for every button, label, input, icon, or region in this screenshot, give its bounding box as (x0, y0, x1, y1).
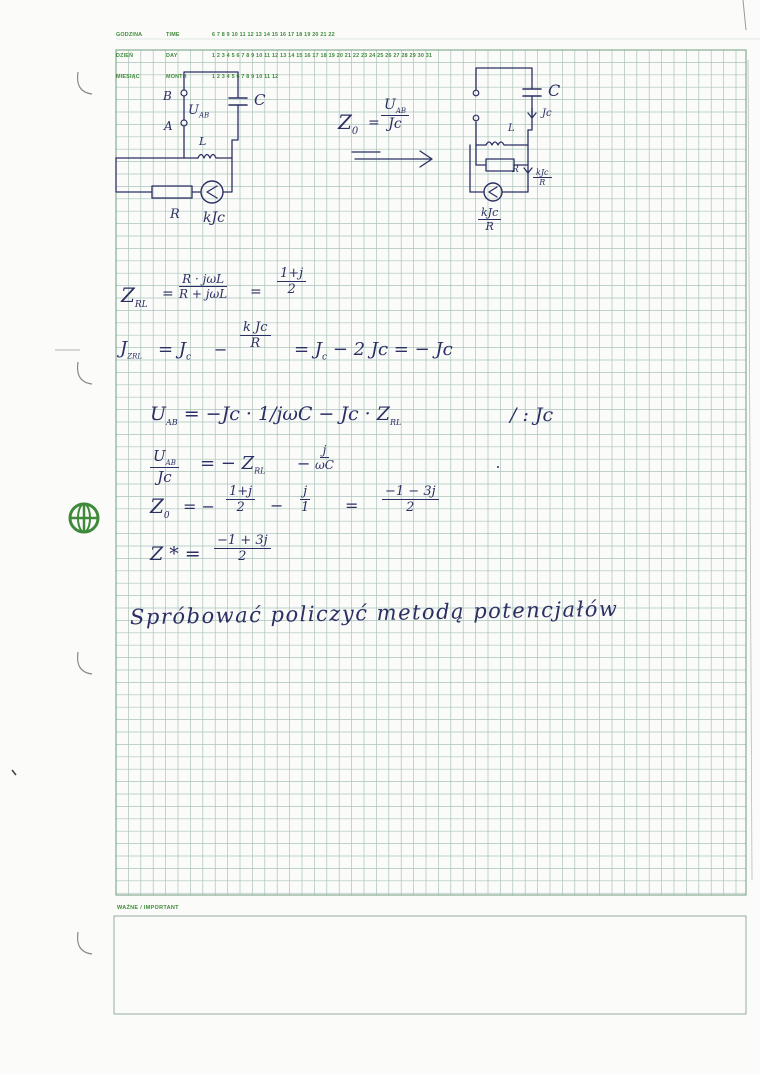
z0-frac-3: $\frac{-1 - 3j}{2}$ (382, 484, 439, 515)
z0-lhs: $Z_0$ (338, 110, 359, 137)
right-circuit-wire (476, 145, 486, 165)
left-circuit-wire (116, 158, 152, 192)
label-time: TIME (166, 32, 180, 38)
left-capacitor-symbol (229, 98, 247, 105)
day-numbers[interactable]: 1 2 3 4 5 6 7 8 9 10 11 12 13 14 15 16 17 18 19 20 21 22 23 24 25 26 27 28 29 30 31 (212, 53, 433, 59)
label-day: DAY (166, 53, 178, 59)
right-terminal-top (473, 90, 479, 96)
uab-equation: $U_{AB} = -Jc \cdot 1/j\omega C - Jc \cdot Z_{RL}$ (150, 403, 402, 427)
left-terminal-a (181, 120, 187, 126)
right-circuit-wire (470, 145, 484, 192)
label-godzina: GODZINA (116, 32, 143, 38)
jzrl-minus: − (214, 340, 228, 359)
right-source-symbol (484, 183, 502, 201)
uab-divide-tail: / : Jc (510, 404, 554, 426)
jzrl-fraction: $\frac{\text{k Jc}}{R}$ (240, 320, 271, 351)
uab-voltage-label: $U_{AB}$ (188, 103, 210, 120)
stray-mark (12, 770, 16, 775)
right-resistor-symbol (486, 159, 514, 171)
right-circuit-wire (502, 173, 528, 192)
right-capacitor-symbol (523, 89, 541, 96)
zrl-eq1: = (162, 286, 174, 302)
z0-eq2: = (345, 496, 359, 515)
left-resistor-symbol (152, 186, 192, 198)
right-jc-arrow (528, 108, 536, 118)
right-jc-label: Jc (542, 108, 552, 119)
month-numbers[interactable]: 1 2 3 4 5 6 7 8 9 10 11 12 (212, 74, 279, 80)
right-capacitor-c-label: C (548, 81, 561, 100)
ink-dot (497, 466, 499, 468)
zstar-fraction: $\frac{-1 + 3j}{2}$ (214, 533, 271, 564)
z0-result-eq: = − (183, 497, 215, 516)
right-circuit-wire (476, 122, 486, 145)
z0-equals: = (368, 115, 380, 131)
ratio-minus: − (297, 454, 311, 473)
node-a-label: A (164, 119, 173, 133)
z0-fraction: $U_{AB}$ Jc (381, 97, 409, 132)
ratio-jwc-fraction: $\frac{j}{\omega C}$ (315, 443, 334, 472)
z0-result-lhs: $Z_0$ (150, 494, 170, 521)
zstar-lhs: Z * = (150, 543, 201, 565)
z0-frac-1: $\frac{1+j}{2}$ (226, 484, 255, 515)
header-labels-pl (116, 18, 142, 95)
header-numbers (212, 18, 432, 95)
resistor-r-label: R (170, 207, 180, 222)
handwritten-note: Spróbować policzyć metodą potencjałów (129, 596, 619, 630)
z0-frac-2: $\frac{j}{1}$ (301, 484, 310, 515)
right-circuit-wire (476, 68, 532, 90)
right-side-fraction: kJc R (533, 168, 552, 187)
label-miesiac: MIESIĄC (116, 74, 140, 80)
left-circuit-wire (184, 126, 198, 158)
label-dzien: DZIEŃ (116, 53, 134, 59)
right-circuit-wire (514, 145, 528, 165)
right-inductor-symbol (486, 130, 528, 145)
important-box-label: WAŻNE / IMPORTANT (117, 905, 179, 911)
page-edge-mark (743, 0, 746, 30)
important-box (114, 916, 746, 1014)
right-source-arrow (489, 187, 497, 197)
label-month: MONTH (166, 74, 187, 80)
ratio-rhs: = − $Z_{RL}$ (200, 453, 266, 476)
zrl-lhs: $Z_{RL}$ (121, 283, 148, 310)
left-source-symbol (201, 181, 223, 203)
zrl-fraction-2: $\frac{1+j}{2}$ (277, 266, 306, 297)
binder-hole-mark (78, 932, 92, 954)
transform-arrow (355, 151, 432, 167)
zrl-fraction-1: R · jωL R + jωL (179, 272, 228, 301)
binder-hole-mark (78, 362, 92, 384)
jzrl-term1: = $J_c$ (158, 339, 192, 363)
z0-minus: − (270, 496, 284, 515)
hour-numbers[interactable]: 6 7 8 9 10 11 12 13 14 15 16 17 18 19 20 21 22 (212, 32, 335, 38)
right-terminal-bottom (473, 115, 479, 121)
zrl-eq2: = (250, 284, 262, 300)
capacitor-c-label: C (254, 91, 266, 109)
header-labels-en (166, 18, 187, 95)
right-resistor-label: R (512, 165, 519, 175)
binder-hole-mark (78, 72, 92, 94)
page-edge-mark (748, 60, 752, 880)
inductor-l-label: L (199, 135, 207, 148)
left-circuit-wire (232, 105, 238, 158)
ratio-fraction: $U_{AB}$ Jc (150, 447, 179, 486)
right-inductor-label: L (508, 123, 515, 134)
jzrl-rest: = $J_c - 2$ Jc = − Jc (294, 339, 453, 363)
right-source-fraction: kJc R (478, 206, 501, 233)
binder-hole-mark (78, 652, 92, 674)
node-b-label: B (163, 89, 172, 103)
source-kjc-label: kJc (203, 210, 225, 226)
jzrl-lhs: $J_{ZRL}$ (120, 338, 143, 361)
